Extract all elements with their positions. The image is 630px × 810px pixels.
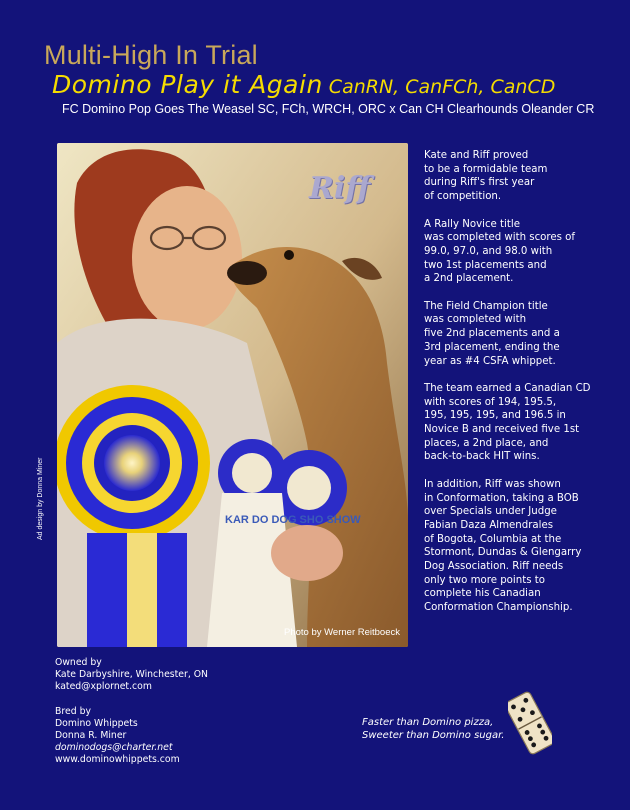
owner-heading: Owned by	[55, 657, 102, 668]
breeder-kennel: Domino Whippets	[55, 718, 138, 729]
story-paragraph: A Rally Novice title was completed with scores of 99.0, 97.0, and 98.0 with two 1st placements and a 2nd placement.	[424, 218, 576, 285]
tagline-line-1: Faster than Domino pizza,	[362, 717, 494, 728]
headline: Multi-High In Trial	[44, 40, 258, 70]
dog-name-line	[52, 70, 555, 99]
domino-icon	[508, 690, 552, 756]
photo-illustration	[57, 143, 408, 647]
tagline	[362, 716, 504, 742]
woman-hand	[271, 525, 343, 581]
dog-eye	[284, 250, 294, 260]
story-paragraph: In addition, Riff was shown in Conformation, taking a BOB over Specials under Judge Fabian Daza Almendrales of Bogota, Columbia at the Stormont, Dundas & Glengarry Dog Association. Riff needs only two more points to complete his Canadian Conformation Championship.	[424, 478, 582, 614]
woman-face	[132, 186, 242, 330]
story-text	[424, 149, 604, 629]
dog-nose	[227, 261, 267, 285]
photo-dog-label: Riff	[309, 171, 371, 206]
tagline-line-2: Sweeter than Domino sugar.	[362, 730, 505, 741]
breeder-website: www.dominowhippets.com	[55, 754, 180, 765]
breeder-email: dominodogs@charter.net	[55, 742, 173, 753]
ribbon-text: KAR DO DOG SHO SHOW	[225, 514, 361, 526]
story-paragraph: The team earned a Canadian CD with scores of 194, 195.5, 195, 195, 195, and 196.5 in Novice B and received five 1st places, a 2nd place, and back-to-back HIT wins.	[424, 382, 591, 463]
owner-email: kated@xplornet.com	[55, 681, 152, 692]
main-photo	[57, 143, 408, 647]
story-paragraph: Kate and Riff proved to be a formidable team during Riff's first year of competition.	[424, 150, 548, 203]
breeder-heading: Bred by	[55, 706, 91, 717]
pedigree-line: FC Domino Pop Goes The Weasel SC, FCh, WRCH, ORC x Can CH Clearhounds Oleander CR	[62, 102, 595, 116]
dog-name: Domino Play it Again	[52, 70, 323, 99]
owner-name: Kate Darbyshire, Winchester, ON	[55, 669, 208, 680]
owner-block	[55, 657, 315, 693]
dog-titles: CanRN, CanFCh, CanCD	[328, 76, 556, 98]
photo-credit: Photo by Werner Reitboeck	[284, 627, 400, 638]
breeder-block	[55, 706, 315, 766]
breeder-name: Donna R. Miner	[55, 730, 127, 741]
ad-design-credit: Ad design by Donna Miner	[37, 457, 44, 540]
story-paragraph: The Field Champion title was completed with five 2nd placements and a 3rd placement, ending the year as #4 CSFA whippet.	[424, 300, 560, 367]
